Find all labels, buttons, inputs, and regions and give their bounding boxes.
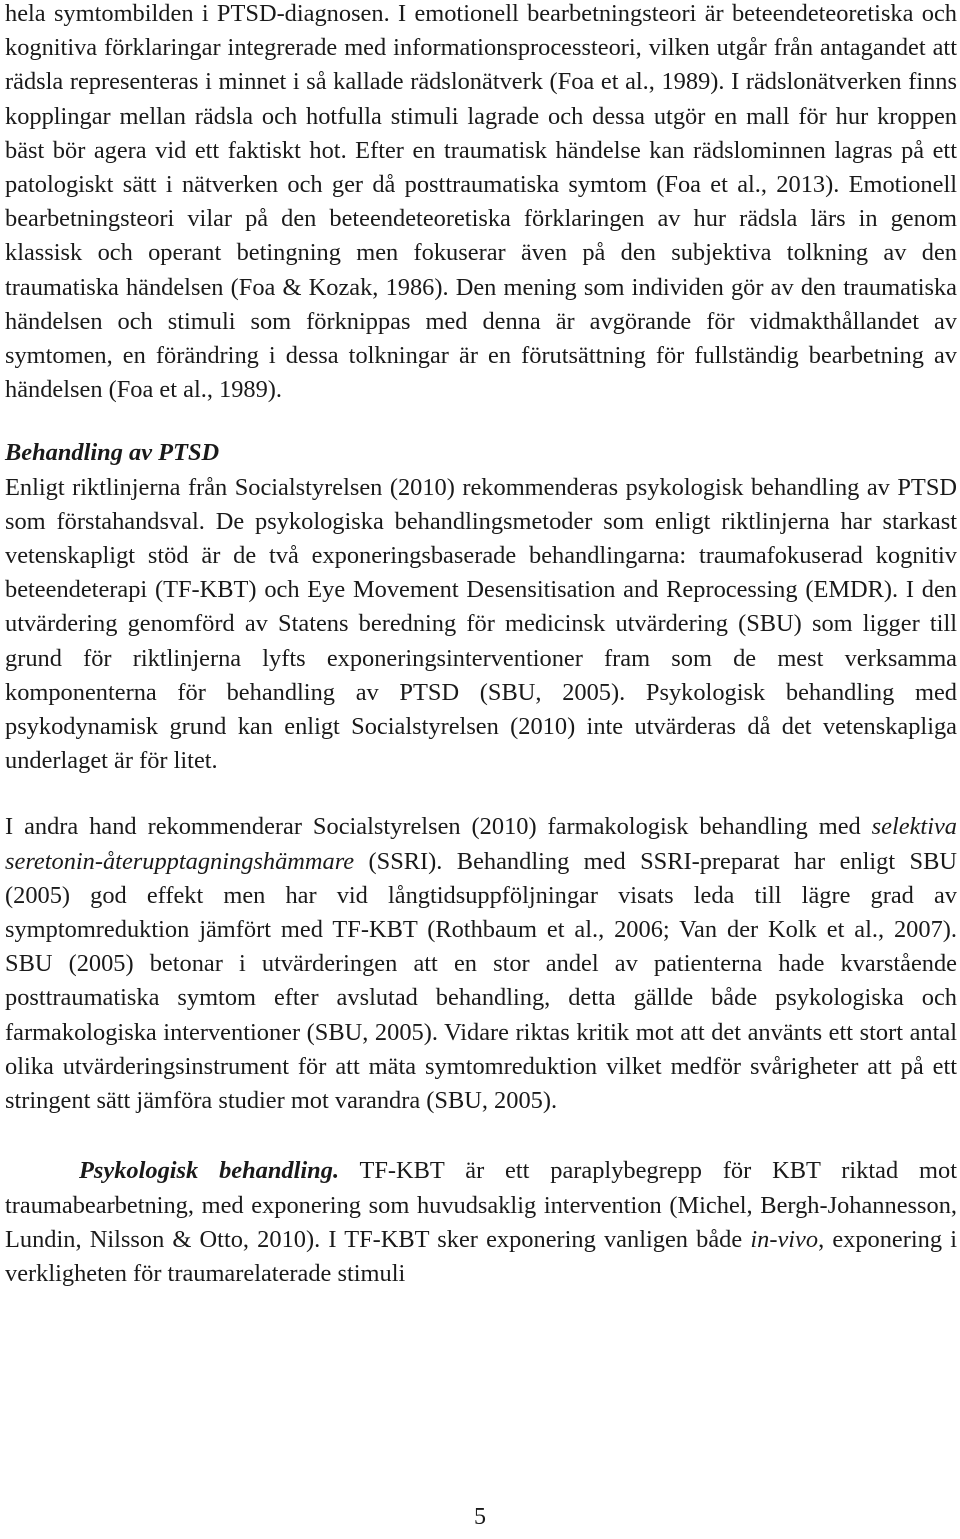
page-number: 5 xyxy=(474,1504,486,1530)
body-paragraph xyxy=(5,810,957,1118)
italic-term: selektiva seretonin-återupptagningshämmare xyxy=(5,813,957,875)
body-paragraph xyxy=(5,1154,957,1291)
paragraph-gap xyxy=(5,778,957,810)
text-run: I andra hand rekommenderar Socialstyrelsen (2010) farmakologisk behandling med xyxy=(5,813,872,841)
body-paragraph: hela symtombilden i PTSD-diagnosen. I emotionell bearbetningsteori är beteendeteoretiska och kognitiva förklaringar integrerade med informationsprocessteori, vilken utgår från antagandet att rädsla representeras i minnet i så kallade rädslonätverk (Foa et al., 1989). I rädslonätverken finns kopplingar mellan rädsla och hotfulla stimuli lagrade och dessa utgör en mall för hur kroppen bäst bör agera vid ett faktiskt hot. Efter en traumatisk händelse kan rädslominnen lagras på ett patologiskt sätt i nätverken och ger då posttraumatiska symtom (Foa et al., 2013). Emotionell bearbetningsteori vilar på den beteendeteoretiska förklaringen av hur rädsla lärs in genom klassisk och operant betingning men fokuserar även på den subjektiva tolkning av den traumatiska händelsen (Foa & Kozak, 1986). Den mening som individen gör av den traumatiska händelsen och stimuli som förknippas med denna är avgörande för vidmakthållandet av symtomen, en förändring i dessa tolkningar är en förutsättning för fullständig bearbetning av händelsen (Foa et al., 1989). xyxy=(5,0,957,404)
section-heading: Behandling av PTSD xyxy=(5,439,220,467)
body-paragraph: Enligt riktlinjerna från Socialstyrelsen (2010) rekommenderas psykologisk behandling av PTSD som förstahandsval. De psykologiska behandlingsmetoder som enligt riktlinjerna har starkast vetenskapligt stöd är de två exponeringsbaserade behandlingarna: traumafokuserad kognitiv beteendeterapi (TF-KBT) och Eye Movement Desensitisation and Reprocessing (EMDR). I den utvärdering genomförd av Statens beredning för medicinsk utvärdering (SBU) som ligger till grund för riktlinjerna lyfts exponeringsinterventioner fram som de mest verksamma komponenterna för behandling av PTSD (SBU, 2005). Psykologisk behandling med psykodynamisk grund kan enligt Socialstyrelsen (2010) inte utvärderas då det vetenskapliga underlaget är för litet. xyxy=(5,473,957,775)
italic-term: in-vivo xyxy=(750,1225,819,1253)
text-run: , exponering i verkligheten för traumarelaterade stimuli xyxy=(5,1225,957,1287)
paragraph-gap xyxy=(5,1118,957,1154)
document-page xyxy=(5,0,957,1291)
text-run: TF-KBT är ett paraplybegrepp för KBT riktad mot traumabearbetning, med exponering som huvudsaklig intervention (Michel, Bergh-Johannesson, Lundin, Nilsson & Otto, 2010). I TF-KBT sker exponering vanligen både xyxy=(5,1157,957,1253)
paragraph-gap xyxy=(5,407,957,436)
subsection-heading: Psykologisk behandling. xyxy=(79,1157,340,1185)
text-run: (SSRI). Behandling med SSRI-preparat har enligt SBU (2005) god effekt men har vid långtidsuppföljningar visats leda till lägre grad av symptomreduktion jämfört med TF-KBT (Rothbaum et al., 2006; Van der Kolk et al., 2007). SBU (2005) betonar i utvärderingen att en stor andel av patienterna hade kvarstående posttraumatiska symtom efter avslutad behandling, detta gällde både psykologiska och farmakologiska interventioner (SBU, 2005). Vidare riktas kritik mot att det använts ett stort antal olika utvärderingsinstrument för att mäta symtomreduktion vilket medför svårigheter att på ett stringent sätt jämföra studier mot varandra (SBU, 2005). xyxy=(5,847,957,1115)
